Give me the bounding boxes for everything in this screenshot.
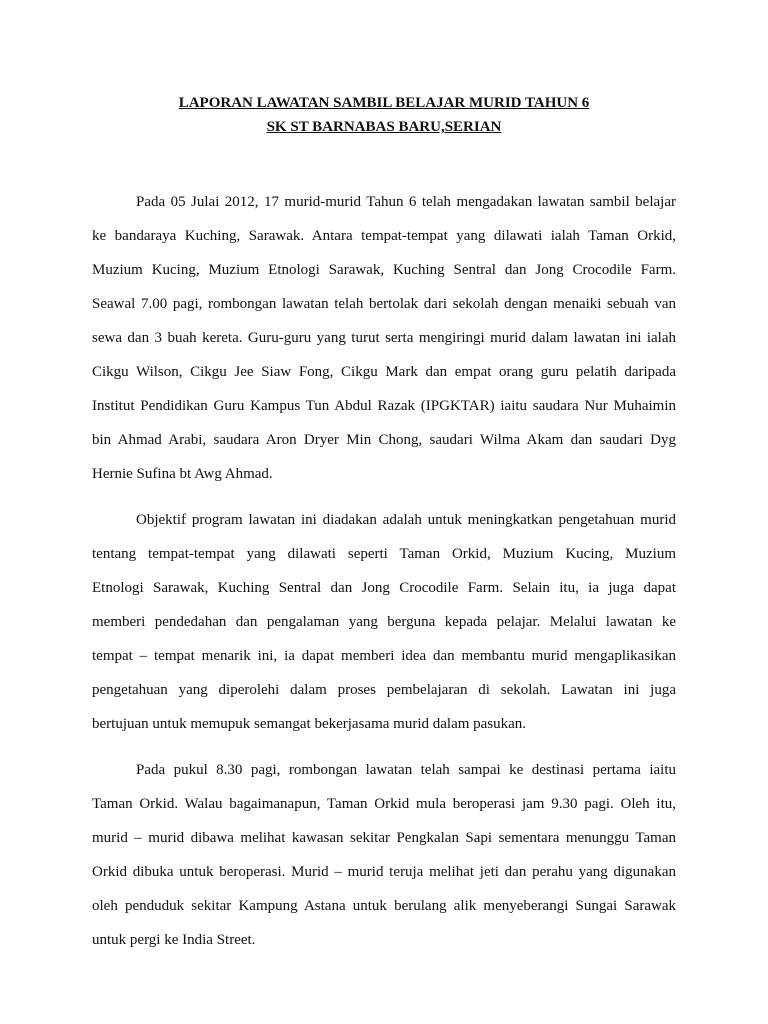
text-line: Pada 05 Julai 2012, 17 murid-murid Tahun 6 telah mengadakan lawatan sambil belajar [136, 194, 676, 210]
text-line: pengetahuan yang diperolehi dalam proses pembelajaran di sekolah. Lawatan ini juga [92, 682, 676, 698]
text-line: Muzium Kucing, Muzium Etnologi Sarawak, Kuching Sentral dan Jong Crocodile Farm. [92, 262, 676, 278]
text-line: Seawal 7.00 pagi, rombongan lawatan telah bertolak dari sekolah dengan menaiki sebuah van [92, 296, 676, 312]
text-line: bertujuan untuk memupuk semangat bekerjasama murid dalam pasukan. [92, 716, 527, 732]
report-heading [0, 92, 768, 138]
paragraph-spacer [92, 495, 676, 507]
text-line: Orkid dibuka untuk beroperasi. Murid – murid teruja melihat jeti dan perahu yang digunakan [92, 864, 676, 880]
school-name: SK ST BARNABAS BARU,SERIAN [266, 119, 502, 135]
text-line: untuk pergi ke India Street. [92, 932, 256, 948]
text-line: ke bandaraya Kuching, Sarawak. Antara tempat-tempat yang dilawati ialah Taman Orkid, [92, 228, 676, 244]
report-body [92, 189, 676, 961]
text-line: Hernie Sufina bt Awg Ahmad. [92, 466, 273, 482]
text-line: tempat – tempat menarik ini, ia dapat memberi idea dan membantu murid mengaplikasikan [92, 648, 676, 664]
text-line: Taman Orkid. Walau bagaimanapun, Taman Orkid mula beroperasi jam 9.30 pagi. Oleh itu, [92, 796, 676, 812]
text-line: murid – murid dibawa melihat kawasan sekitar Pengkalan Sapi sementara menunggu Taman [92, 830, 676, 846]
text-line: memberi pendedahan dan pengalaman yang berguna kepada pelajar. Melalui lawatan ke [92, 614, 676, 630]
paragraph-2 [92, 507, 676, 745]
report-title: LAPORAN LAWATAN SAMBIL BELAJAR MURID TAHUN 6 [178, 95, 590, 111]
text-line: Pada pukul 8.30 pagi, rombongan lawatan telah sampai ke destinasi pertama iaitu [136, 762, 676, 778]
paragraph-1 [92, 189, 676, 495]
text-line: bin Ahmad Arabi, saudara Aron Dryer Min Chong, saudari Wilma Akam dan saudari Dyg [92, 432, 676, 448]
text-line: tentang tempat-tempat yang dilawati seperti Taman Orkid, Muzium Kucing, Muzium [92, 546, 676, 562]
text-line: Objektif program lawatan ini diadakan adalah untuk meningkatkan pengetahuan murid [136, 512, 676, 528]
text-line: Etnologi Sarawak, Kuching Sentral dan Jong Crocodile Farm. Selain itu, ia juga dapat [92, 580, 676, 596]
paragraph-3 [92, 757, 676, 961]
paragraph-spacer [92, 745, 676, 757]
text-line: Institut Pendidikan Guru Kampus Tun Abdul Razak (IPGKTAR) iaitu saudara Nur Muhaimin [92, 398, 676, 414]
text-line: oleh penduduk sekitar Kampung Astana untuk berulang alik menyeberangi Sungai Sarawak [92, 898, 676, 914]
text-line: sewa dan 3 buah kereta. Guru-guru yang turut serta mengiringi murid dalam lawatan ini ialah [92, 330, 676, 346]
text-line: Cikgu Wilson, Cikgu Jee Siaw Fong, Cikgu Mark dan empat orang guru pelatih daripada [92, 364, 676, 380]
